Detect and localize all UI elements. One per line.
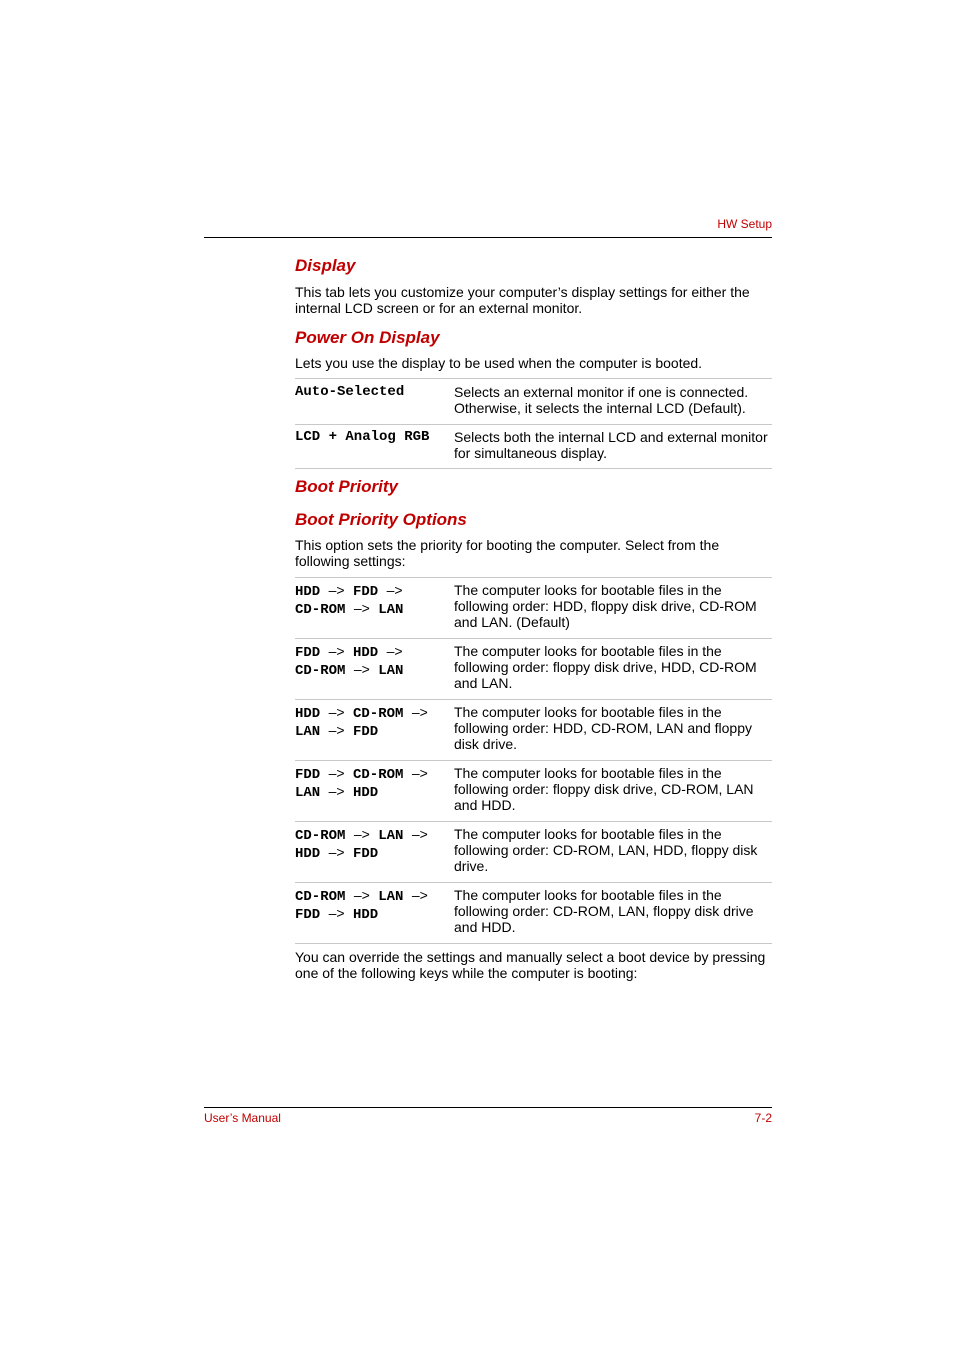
footer-manual-title: User’s Manual: [204, 1111, 281, 1125]
table-row: [295, 379, 772, 425]
boot-order-key: [295, 700, 454, 761]
arrow-icon: –>: [353, 600, 370, 616]
boot-device: HDD: [295, 846, 321, 862]
option-description: Selects both the internal LCD and external monitor for simultaneous display.: [454, 425, 772, 469]
boot-priority-heading: Boot Priority: [295, 477, 398, 496]
boot-device: LAN: [378, 828, 404, 844]
boot-order-line: [295, 844, 454, 862]
boot-device: HDD: [353, 785, 379, 801]
power-on-display-table: [295, 378, 772, 469]
boot-device: LAN: [295, 724, 321, 740]
table-row: [295, 822, 772, 883]
arrow-icon: –>: [328, 905, 345, 921]
boot-order-line: [295, 643, 454, 661]
option-key: Auto-Selected: [295, 379, 454, 425]
boot-order-key: [295, 822, 454, 883]
option-description: The computer looks for bootable files in the following order: HDD, CD-ROM, LAN and floppy disk drive.: [454, 700, 772, 761]
boot-device: FDD: [295, 767, 321, 783]
arrow-icon: –>: [353, 661, 370, 677]
boot-order-line: [295, 905, 454, 923]
boot-priority-intro: This option sets the priority for booting the computer. Select from the following settings:: [295, 537, 720, 569]
option-key: LCD + Analog RGB: [295, 425, 454, 469]
table-row: [295, 883, 772, 944]
boot-device: CD-ROM: [295, 602, 346, 618]
arrow-icon: –>: [353, 826, 370, 842]
power-on-display-intro: Lets you use the display to be used when the computer is booted.: [295, 355, 703, 371]
boot-device: HDD: [353, 645, 379, 661]
arrow-icon: –>: [411, 826, 428, 842]
boot-device: FDD: [353, 584, 379, 600]
arrow-icon: –>: [386, 643, 403, 659]
arrow-icon: –>: [386, 582, 403, 598]
display-heading: Display: [295, 256, 356, 275]
boot-order-line: [295, 783, 454, 801]
boot-order-line: [295, 722, 454, 740]
option-description: Selects an external monitor if one is connected. Otherwise, it selects the internal LCD (Default).: [454, 379, 772, 425]
option-description: The computer looks for bootable files in the following order: CD-ROM, LAN, floppy disk drive and HDD.: [454, 883, 772, 944]
boot-priority-options-heading: Boot Priority Options: [295, 510, 467, 529]
display-intro: This tab lets you customize your computer’s display settings for either the internal LCD screen or for an external monitor.: [295, 284, 750, 316]
arrow-icon: –>: [328, 765, 345, 781]
boot-device: CD-ROM: [295, 889, 346, 905]
arrow-icon: –>: [411, 704, 428, 720]
boot-order-line: [295, 765, 454, 783]
boot-order-line: [295, 826, 454, 844]
power-on-display-heading: Power On Display: [295, 328, 440, 347]
boot-order-line: [295, 887, 454, 905]
boot-order-key: [295, 761, 454, 822]
option-description: The computer looks for bootable files in the following order: floppy disk drive, CD-ROM, LAN and HDD.: [454, 761, 772, 822]
arrow-icon: –>: [328, 643, 345, 659]
arrow-icon: –>: [328, 704, 345, 720]
boot-device: CD-ROM: [353, 767, 404, 783]
table-row: [295, 578, 772, 639]
option-description: The computer looks for bootable files in the following order: floppy disk drive, HDD, CD-ROM and LAN.: [454, 639, 772, 700]
boot-order-key: [295, 883, 454, 944]
boot-device: CD-ROM: [295, 663, 346, 679]
boot-device: CD-ROM: [353, 706, 404, 722]
arrow-icon: –>: [411, 765, 428, 781]
footer-page-number: 7-2: [754, 1111, 772, 1125]
boot-device: FDD: [295, 907, 321, 923]
arrow-icon: –>: [328, 722, 345, 738]
boot-device: FDD: [353, 846, 379, 862]
header-rule: [204, 237, 772, 238]
main-content: [295, 256, 772, 981]
boot-priority-table: [295, 577, 772, 944]
boot-device: LAN: [378, 602, 404, 618]
boot-order-key: [295, 639, 454, 700]
boot-priority-outro: You can override the settings and manually select a boot device by pressing one of the following keys while the computer is booting:: [295, 949, 766, 981]
footer-rule: [204, 1107, 772, 1108]
arrow-icon: –>: [353, 887, 370, 903]
running-header: HW Setup: [717, 217, 772, 231]
table-row: [295, 700, 772, 761]
arrow-icon: –>: [328, 783, 345, 799]
boot-device: FDD: [295, 645, 321, 661]
boot-order-line: [295, 704, 454, 722]
boot-device: FDD: [353, 724, 379, 740]
boot-device: HDD: [295, 584, 321, 600]
arrow-icon: –>: [411, 887, 428, 903]
arrow-icon: –>: [328, 844, 345, 860]
boot-order-line: [295, 600, 454, 618]
boot-order-line: [295, 661, 454, 679]
arrow-icon: –>: [328, 582, 345, 598]
option-description: The computer looks for bootable files in the following order: HDD, floppy disk drive, CD-ROM and LAN. (Default): [454, 578, 772, 639]
table-row: [295, 639, 772, 700]
boot-order-key: [295, 578, 454, 639]
table-row: [295, 761, 772, 822]
boot-device: LAN: [378, 889, 404, 905]
boot-device: LAN: [295, 785, 321, 801]
boot-order-line: [295, 582, 454, 600]
boot-device: HDD: [353, 907, 379, 923]
boot-device: CD-ROM: [295, 828, 346, 844]
boot-device: LAN: [378, 663, 404, 679]
table-row: [295, 425, 772, 469]
option-description: The computer looks for bootable files in the following order: CD-ROM, LAN, HDD, floppy disk drive.: [454, 822, 772, 883]
boot-device: HDD: [295, 706, 321, 722]
